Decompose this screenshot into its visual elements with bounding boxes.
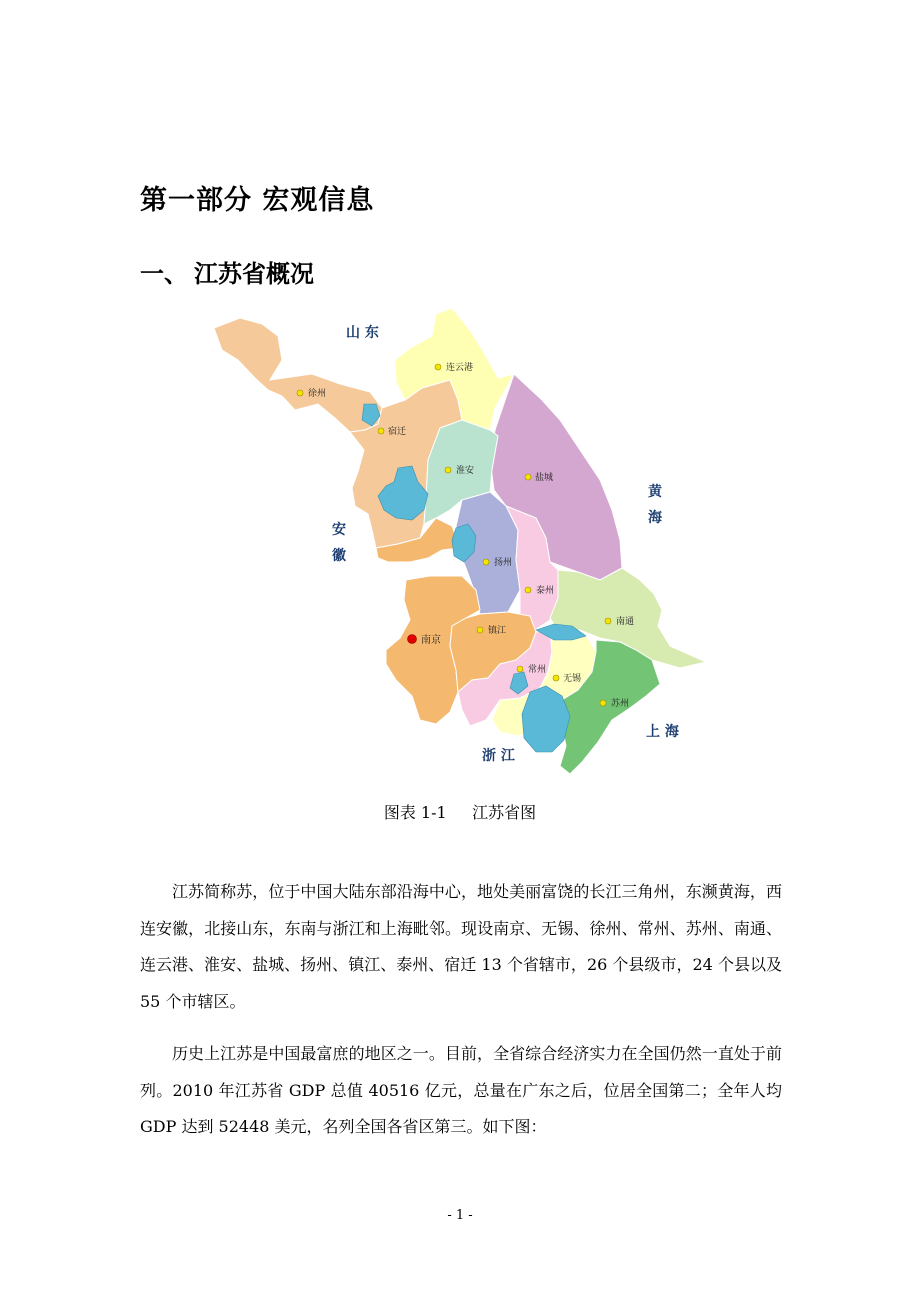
label-zhejiang: 浙 江	[482, 748, 515, 764]
label-anhui-2: 徽	[332, 548, 346, 564]
svg-text:扬州: 扬州	[494, 558, 513, 568]
svg-text:泰州: 泰州	[536, 586, 555, 596]
subsection-heading	[140, 254, 314, 289]
label-huanghai-1: 黄	[648, 484, 662, 500]
label-anhui-1: 安	[332, 522, 346, 538]
section-title: 第一部分 宏观信息	[140, 185, 375, 216]
svg-text:镇江: 镇江	[488, 626, 507, 636]
page-number: - 1 -	[447, 1208, 473, 1223]
svg-text:苏州: 苏州	[611, 699, 630, 709]
label-shanghai: 上 海	[646, 724, 679, 740]
label-huanghai-2: 海	[648, 510, 662, 526]
svg-text:南京: 南京	[421, 635, 441, 646]
svg-text:盐城: 盐城	[535, 473, 554, 483]
svg-text:徐州: 徐州	[308, 389, 327, 399]
svg-text:南通: 南通	[616, 617, 635, 627]
subsection-number: 一、	[140, 260, 188, 288]
paragraph-economy: 历史上江苏是中国最富庶的地区之一。目前，全省综合经济实力在全国仍然一直处于前列。2010 年江苏省 GDP 总值 40516 亿元，总量在广东之后，位居全国第二；全年人均 GDP 达到 52448 美元，名列全国各省区第三。如下图：	[140, 1044, 782, 1136]
svg-text:无锡: 无锡	[563, 674, 582, 684]
svg-text:常州: 常州	[528, 665, 547, 675]
svg-text:宿迁: 宿迁	[388, 427, 407, 437]
subsection-title: 江苏省概况	[194, 260, 314, 288]
jiangsu-map	[200, 300, 720, 780]
figure-caption: 图表 1-1 江苏省图	[383, 803, 537, 822]
label-shandong: 山 东	[346, 325, 379, 341]
svg-text:连云港: 连云港	[446, 363, 474, 373]
svg-text:淮安: 淮安	[456, 466, 475, 476]
paragraph-overview: 江苏简称苏，位于中国大陆东部沿海中心，地处美丽富饶的长江三角州，东濒黄海，西连安徽，北接山东，东南与浙江和上海毗邻。现设南京、无锡、徐州、常州、苏州、南通、连云港、淮安、盐城、扬州、镇江、泰州、宿迁 13 个省辖市，26 个县级市，24 个县以及 55 个市辖区。	[140, 882, 782, 1011]
